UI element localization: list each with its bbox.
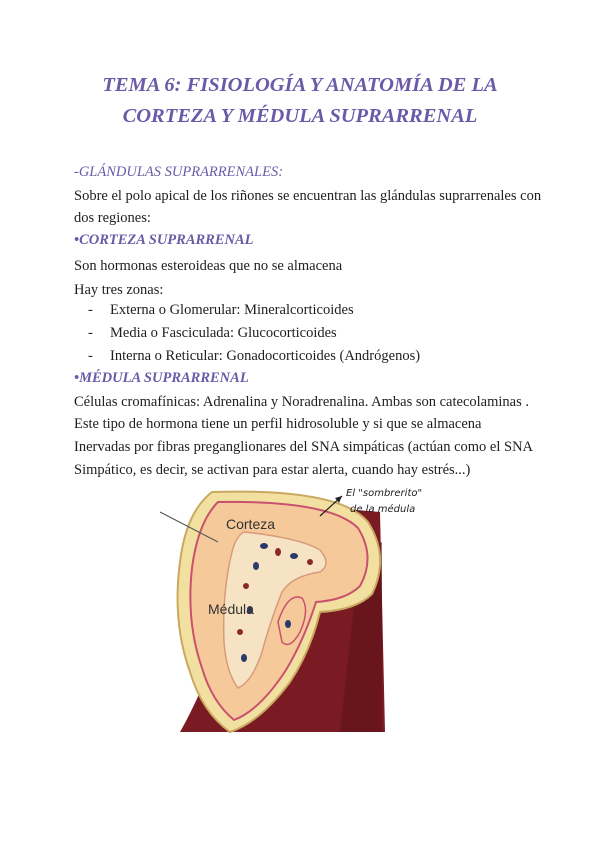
label-corteza: Corteza — [226, 516, 276, 532]
adrenal-gland-illustration — [160, 482, 452, 752]
zone-item: - Media o Fasciculada: Glucocorticoides — [88, 325, 337, 341]
handwritten-note-line-1: El "sombrerito" — [346, 488, 423, 499]
zone-item: - Externa o Glomerular: Mineralcorticoides — [88, 302, 354, 318]
zone-text: Externa o Glomerular: Mineralcorticoides — [110, 302, 354, 318]
medula-line-2: Este tipo de hormona tiene un perfil hidrosoluble y si que se almacena — [74, 416, 482, 432]
heading-medula: •MÉDULA SUPRARRENAL — [74, 370, 249, 386]
medula-line-3: Inervadas por fibras preganglionares del SNA simpáticas (actúan como el SNA — [74, 439, 534, 455]
intro-line-2: dos regiones: — [74, 210, 151, 226]
intro-line-1: Sobre el polo apical de los riñones se encuentran las glándulas suprarrenales con — [74, 188, 542, 204]
title-line-2: CORTEZA Y MÉDULA SUPRARRENAL — [122, 105, 478, 127]
medula-line-1: Células cromafínicas: Adrenalina y Noradrenalina. Ambas son catecolaminas . — [74, 394, 529, 410]
zone-text: Interna o Reticular: Gonadocorticoides (Andrógenos) — [110, 348, 421, 364]
zone-item: - Interna o Reticular: Gonadocorticoides (Andrógenos) — [88, 348, 421, 364]
medula-line-4: Simpático, es decir, se activan para estar alerta, cuando hay estrés...) — [74, 462, 471, 478]
page-title — [40, 70, 560, 132]
section-heading-glandulas: -GLÁNDULAS SUPRARRENALES: — [74, 164, 284, 180]
corteza-line-2: Hay tres zonas: — [74, 282, 164, 298]
handwritten-note-line-2: de la médula — [350, 504, 416, 515]
heading-corteza: •CORTEZA SUPRARRENAL — [74, 232, 254, 248]
zone-text: Media o Fasciculada: Glucocorticoides — [110, 325, 337, 341]
corteza-line-1: Son hormonas esteroideas que no se almacena — [74, 258, 343, 274]
title-line-1: TEMA 6: FISIOLOGÍA Y ANATOMÍA DE LA — [102, 74, 498, 96]
label-medula: Médula — [208, 601, 254, 617]
